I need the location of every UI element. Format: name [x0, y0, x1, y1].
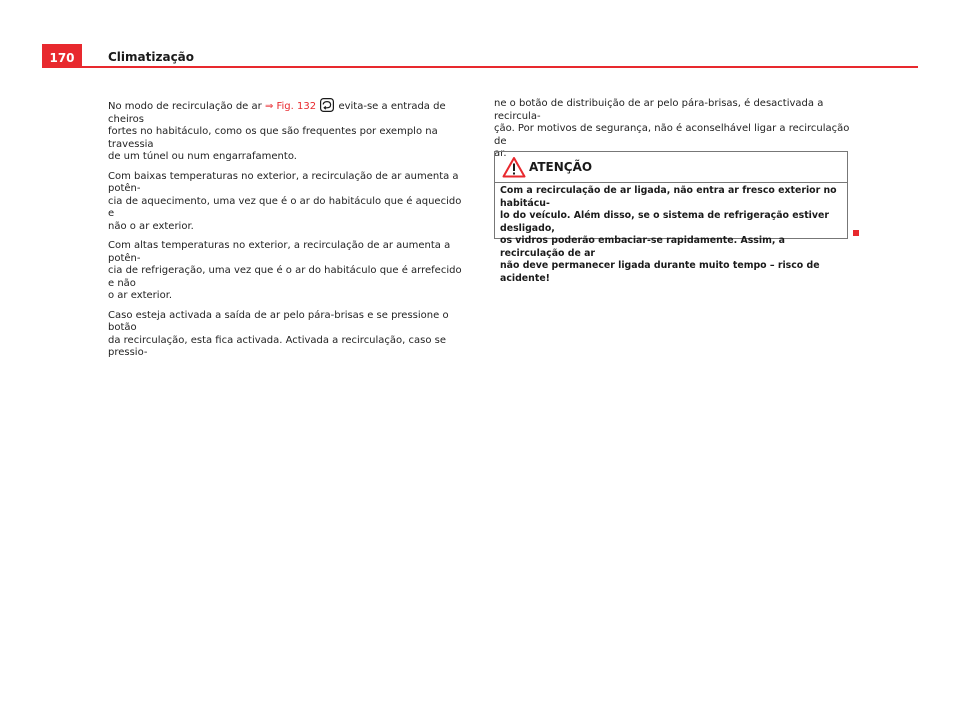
- warning-box: [494, 151, 848, 284]
- text-line: ar.: [494, 148, 507, 159]
- figure-reference-link[interactable]: ⇒ Fig. 132: [264, 101, 317, 112]
- chapter-title: Climatização: [108, 50, 195, 64]
- warning-title: ATENÇÃO: [529, 160, 593, 174]
- text-line: Caso esteja activada a saída de ar pelo pára-brisas e se pressione o botão: [108, 309, 449, 333]
- warning-text: [500, 185, 844, 285]
- text-line: não o ar exterior.: [108, 220, 194, 232]
- warning-header: [495, 152, 847, 183]
- text-segment: evita-se a entrada de cheiros: [108, 101, 446, 125]
- paragraph-heating: [108, 171, 464, 234]
- text-line: ne o botão de distribuição de ar pelo pára-brisas, é desactivada a recircula-: [494, 98, 824, 122]
- text-line: Com a recirculação de ar ligada, não entra ar fresco exterior no habitácu-: [500, 185, 837, 209]
- text-line: de um túnel ou num engarrafamento.: [108, 151, 297, 162]
- text-line: os vidros poderão embaciar-se rapidamente. Assim, a recirculação de ar: [500, 235, 786, 259]
- section-end-marker: [853, 230, 859, 236]
- text-line: cia de aquecimento, uma vez que é o ar do habitáculo que é aquecido e: [108, 195, 462, 219]
- header-rule: [42, 66, 918, 68]
- text-line: Com altas temperaturas no exterior, a recirculação de ar aumenta a potên-: [108, 240, 451, 264]
- text-line: da recirculação, esta fica activada. Activada a recirculação, caso se pressio-: [108, 334, 447, 358]
- text-segment: No modo de recirculação de ar: [108, 101, 265, 112]
- page-header: [42, 44, 918, 68]
- left-column: [108, 98, 464, 367]
- text-line: Com baixas temperaturas no exterior, a recirculação de ar aumenta a potên-: [108, 170, 459, 194]
- paragraph-recirculation-intro: [108, 98, 464, 164]
- text-line: lo do veículo. Além disso, se o sistema de refrigeração estiver desligado,: [500, 210, 829, 234]
- text-line: [108, 98, 464, 126]
- text-line: cia de refrigeração, uma vez que é o ar do habitáculo que é arrefecido e não: [108, 265, 462, 289]
- paragraph-cooling: [108, 240, 464, 303]
- paragraph-windscreen: [108, 310, 464, 360]
- warning-triangle-icon: [502, 156, 526, 178]
- recirculation-icon: [320, 98, 334, 112]
- text-line: ção. Por motivos de segurança, não é aconselhável ligar a recirculação de: [494, 123, 850, 147]
- text-line: o ar exterior.: [108, 290, 173, 301]
- page-number: 170: [42, 44, 82, 68]
- text-line: fortes no habitáculo, como os que são frequentes por exemplo na travessia: [108, 126, 438, 150]
- text-line: não deve permanecer ligada durante muito tempo – risco de acidente!: [500, 260, 820, 284]
